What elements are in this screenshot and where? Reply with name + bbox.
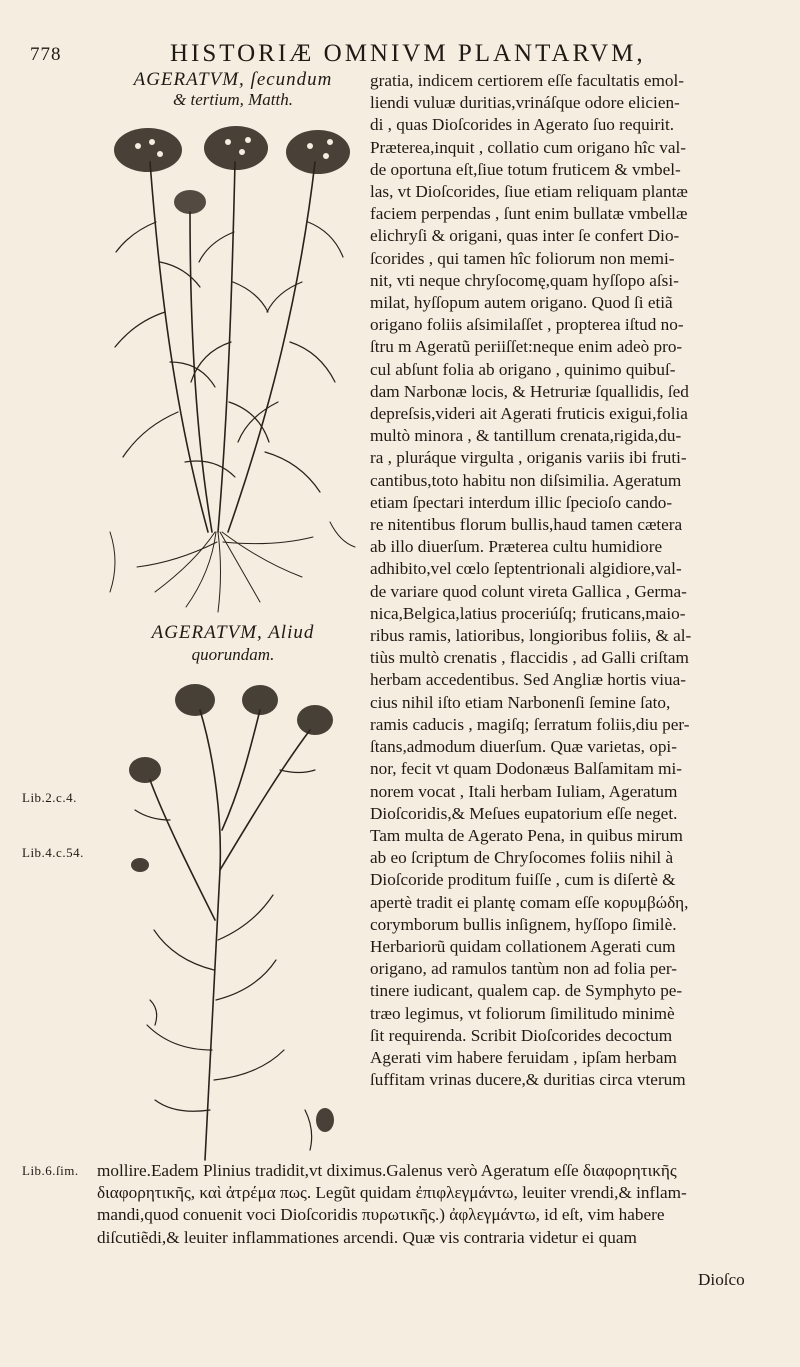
text-line: ab eo ſcriptum de Chryſocomes foliis nihil à [370,848,674,868]
text-line: corymborum bullis inſignem, hyſſopo ſimilè. [370,914,677,934]
ageratum-woodcut-2 [110,670,350,1165]
text-line: norem vocat , Itali herbam Iuliam, Ageratum [370,781,678,801]
text-line: nica,Belgica,latius proceriúſq; fruticans,maio- [370,603,686,623]
text-line: mandi,quod conuenit voci Dioſcoridis πυρωτικῆς.) ἀφλεγμάντω, id eſt, vim habere [97,1205,665,1225]
figure2-caption [108,622,358,666]
text-line: di , quas Dioſcorides in Agerato ſuo requirit. [370,115,675,135]
figure1-caption [108,70,358,110]
text-line: Dioſcoride proditum fuiſſe , cum is diſertè & [370,870,676,890]
text-line: Herbariorũ quidam collationem Agerati cum [370,936,676,956]
figure1-caption-line1: AGERATVM, ſecundum [133,69,333,90]
text-line: nor, fecit vt quam Dodonæus Balſamitam mi- [370,759,682,779]
text-line: ſtru m Ageratũ periiſſet:neque enim adeò pro- [370,337,683,357]
text-line: ab illo diuerſum. Præterea cultu humidiore [370,537,663,557]
text-line: gratia, indicem certiorem eſſe facultatis emol- [370,71,685,90]
page-number: 778 [30,44,62,65]
text-line: ſit requirenda. Scribit Dioſcorides decoctum [370,1025,673,1045]
text-line: de variare quod colunt vireta Gallica , Germa- [370,581,687,601]
text-line: depreſsis,videri ait Agerati fruticis exigui,folia [370,404,688,424]
text-line: cul abſunt folia ab origano , quinimo quibuſ- [370,359,676,379]
text-line: tinere iudicant, qualem cap. de Symphyto pe- [370,981,683,1001]
text-line: dam Narbonæ locis, & Hetruriæ ſquallidis, ſed [370,381,689,401]
text-line: faciem perpendas , ſunt enim bullatæ vmbellæ [370,204,688,224]
text-line: ramis caducis , magiſq; ſerratum foliis,diu per- [370,714,690,734]
text-line: træo legimus, vt foliorum ſimilitudo minimè [370,1003,675,1023]
text-line: origano foliis aſsimilaſſet , propterea iſtud no- [370,315,684,335]
text-line: las, vt Dioſcorides, ſiue etiam reliquam plantæ [370,182,688,202]
text-line: ra , pluráque virgulta , origanis variis ibi fruti- [370,448,687,468]
text-line: Tam multa de Agerato Pena, in quibus mirum [370,825,683,845]
text-line: origano, ad ramulos tantùm non ad folia per- [370,959,678,979]
full-width-text [97,1160,782,1249]
margin-note-3: Lib.6.ſim. [22,1163,79,1178]
text-line: cius nihil iſto etiam Narbonenſi ſemine ſato, [370,692,671,712]
text-line: ſtans,admodum diuerſum. Quæ varietas, opi- [370,737,677,757]
margin-note-2: Lib.4.c.54. [22,845,84,860]
figure2-caption-line1: AGERATVM, Aliud [151,622,315,643]
text-line: cantibus,toto habitu non diſsimilia. Ageratum [370,470,682,490]
catchword: Dioſco [698,1270,745,1289]
running-head: HISTORIÆ OMNIVM PLANTARVM, [170,40,646,67]
text-line: Præterea,inquit , collatio cum origano hîc val- [370,137,686,157]
text-line: liendi vuluæ duritias,vrináſque odore elicien- [370,93,680,113]
text-line: ſuffitam vrinas ducere,& duritias circa vterum [370,1070,686,1090]
text-line: apertè tradit ei plantę comam eſſe κορυμβώδη, [370,892,689,912]
ageratum-woodcut-1 [90,112,360,622]
text-line: mollire.Eadem Plinius tradidit,vt diximus.Galenus verò Ageratum eſſe διαφορητικῆς [97,1161,677,1180]
text-line: multò minora , & tantillum crenata,rigida,du- [370,426,682,446]
text-line: elichryſi & origani, quas inter ſe confert Dio- [370,226,680,246]
text-line: re nitentibus florum bullis,haud tamen cætera [370,515,683,535]
text-line: Agerati vim habere feruidam , ipſam herbam [370,1047,677,1067]
text-line: adhibito,vel cœlo ſeptentrionali algidiore,val- [370,559,682,579]
text-line: tiùs multò crenatis , flaccidis , ad Galli criſtam [370,648,689,668]
text-line: nit, vti neque chryſocomę,quam hyſſopo aſsi- [370,270,679,290]
text-line: ribus ramis, latioribus, longioribus foliis, & al- [370,626,692,646]
text-line: διαφορητικῆς, καὶ ἀτρέμα πως. Legũt quidam ἐπιφλεγμάντω, leuiter vrendi,& inflam- [97,1183,687,1203]
figure2-caption-line2: quorundam. [191,645,275,664]
text-line: etiam ſpectari interdum illic ſpecioſo cando- [370,492,673,512]
text-line: herbam accedentibus. Sed Angliæ hortis viua- [370,670,686,690]
text-line: de oportuna eſt,ſiue totum fruticem & vmbel- [370,159,681,179]
figure1-caption-line2: & tertium, Matth. [173,90,293,109]
text-line: ſcorides , qui tamen hîc foliorum non memi- [370,248,675,268]
text-line: Dioſcoridis,& Meſues eupatorium eſſe neget. [370,803,678,823]
text-line: diſcutiẽdi,& leuiter inflammationes arcendi. Quæ vis contraria videtur ei quam [97,1227,637,1247]
text-line: milat, hyſſopum autem origano. Quod ſi etiã [370,293,673,313]
margin-note-1: Lib.2.c.4. [22,790,77,805]
column-text [370,70,782,1091]
